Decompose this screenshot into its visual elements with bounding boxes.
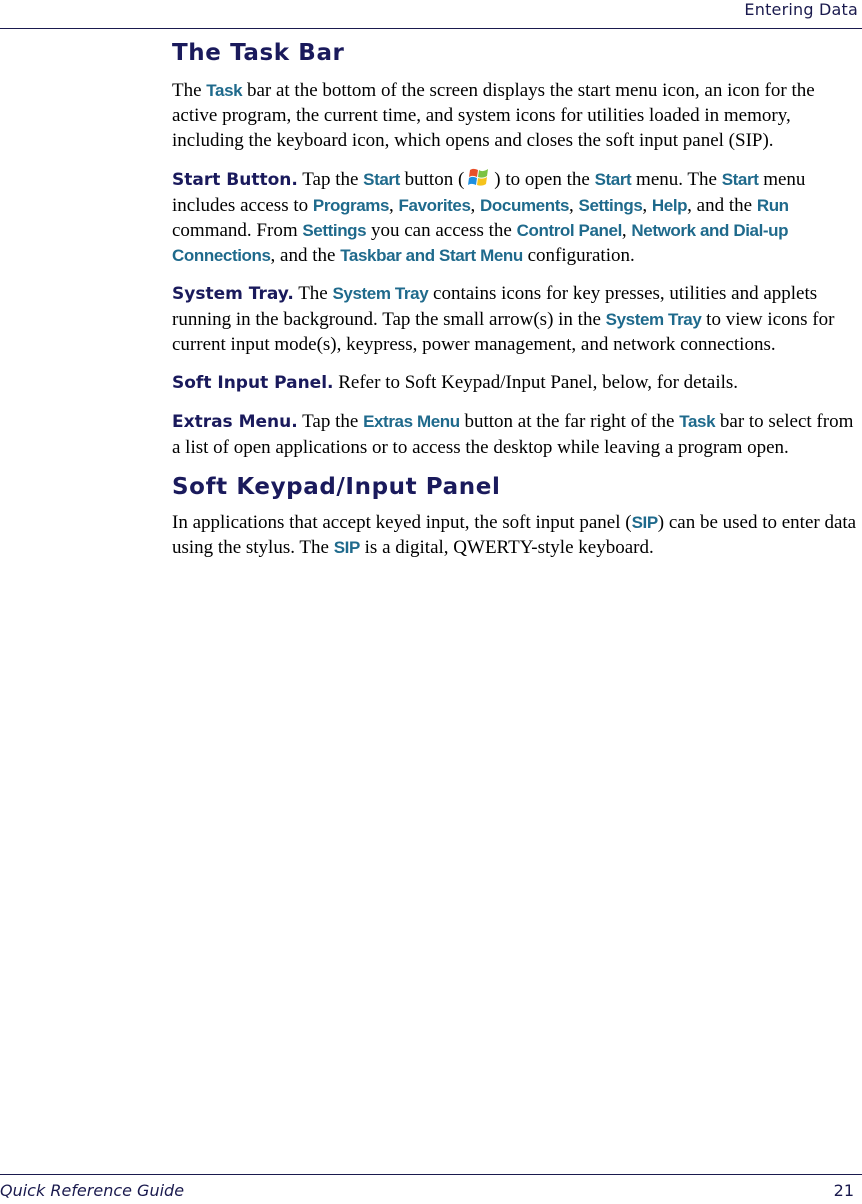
ui-term: Start bbox=[721, 170, 759, 189]
ui-term: Documents bbox=[480, 196, 570, 215]
task-bar-intro: The Task bar at the bottom of the screen displays the start menu icon, an icon for the active program, the current time, and system icons for utilities loaded in memory, including the keyboard icon, which opens and closes the soft input panel (SIP). bbox=[172, 80, 815, 151]
ui-term: Favorites bbox=[398, 196, 471, 215]
ui-term: System Tray bbox=[332, 284, 429, 303]
soft-input-panel-paragraph: Soft Input Panel. Refer to Soft Keypad/Input Panel, below, for details. bbox=[172, 372, 739, 393]
ui-term: Network and Dial-up Connections bbox=[172, 221, 789, 265]
footer-title: Quick Reference Guide bbox=[0, 1181, 185, 1200]
ui-term: Help bbox=[651, 196, 688, 215]
ui-term: Taskbar and Start Menu bbox=[340, 246, 523, 265]
page-content bbox=[172, 40, 858, 573]
running-head: Entering Data bbox=[744, 0, 858, 19]
ui-term: Settings bbox=[302, 221, 367, 240]
ui-term: Task bbox=[679, 412, 716, 431]
start-button-paragraph: Start Button. Tap the Start button ( ) to open the Start menu. The Start menu includes access to Programs, Favorites, Documents, Settings, Help, and the Run command. From Settings you can access the Control Panel, Network and Dial-up Connections, and the Taskbar and Start Menu configuration. bbox=[172, 166, 858, 268]
ui-term: Start bbox=[363, 170, 400, 189]
ui-term: Programs bbox=[312, 196, 390, 215]
ui-term: SIP bbox=[333, 538, 360, 557]
ui-term: Run bbox=[756, 196, 789, 215]
ui-term: Task bbox=[206, 81, 243, 100]
extras-menu-paragraph: Extras Menu. Tap the Extras Menu button at the far right of the Task bar to select from a list of open applications or to access the desktop while leaving a program open. bbox=[172, 411, 854, 458]
system-tray-paragraph: System Tray. The System Tray contains icons for key presses, utilities and applets running in the background. Tap the small arrow(s) in the System Tray to view icons for current input mode(s), keypress, power management, and network connections. bbox=[172, 283, 835, 355]
sip-intro: In applications that accept keyed input, the soft input panel (SIP) can be used to enter data using the stylus. The SIP is a digital, QWERTY-style keyboard. bbox=[172, 512, 857, 558]
page-number: 21 bbox=[833, 1181, 854, 1200]
run-in-heading: Soft Input Panel. bbox=[172, 373, 334, 393]
windows-start-icon bbox=[464, 166, 494, 190]
run-in-heading: System Tray. bbox=[172, 284, 294, 304]
ui-term: Start bbox=[594, 170, 632, 189]
section-heading-sip: Soft Keypad/Input Panel bbox=[172, 474, 501, 500]
run-in-heading: Extras Menu. bbox=[172, 412, 298, 432]
section-heading-task-bar: The Task Bar bbox=[172, 40, 345, 66]
ui-term: Extras Menu bbox=[363, 412, 460, 431]
header-rule bbox=[0, 28, 862, 29]
ui-term: Control Panel bbox=[516, 221, 622, 240]
ui-term: System Tray bbox=[605, 310, 702, 329]
ui-term: SIP bbox=[631, 513, 658, 532]
run-in-heading: Start Button. bbox=[172, 170, 298, 190]
footer-rule bbox=[0, 1174, 862, 1175]
ui-term: Settings bbox=[578, 196, 643, 215]
